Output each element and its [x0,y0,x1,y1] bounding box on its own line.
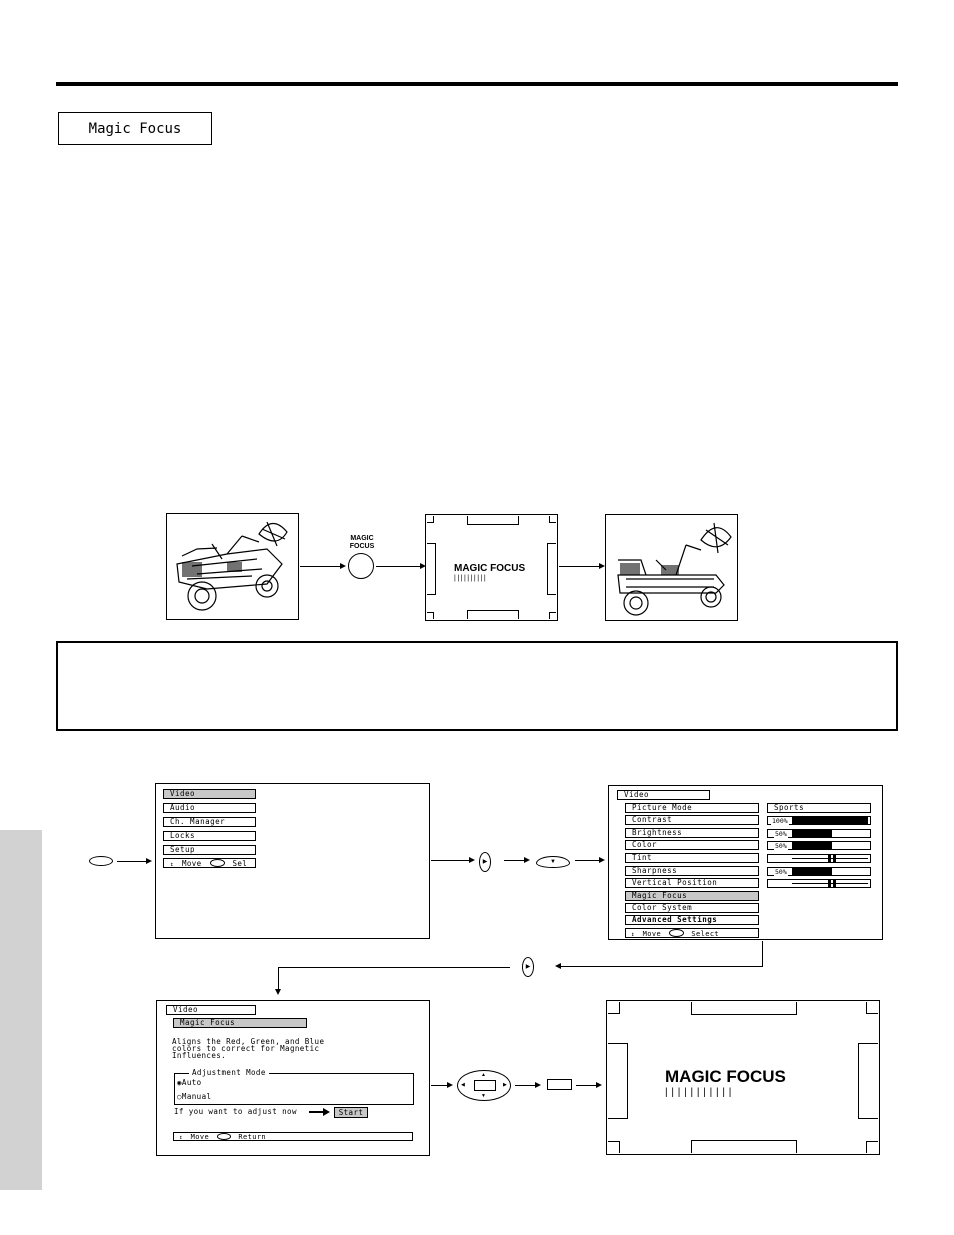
up-arrow-icon[interactable]: ▲ [481,1072,486,1078]
magic-focus-button[interactable] [348,553,374,579]
sharpness-bar[interactable]: 50% [767,867,871,876]
video-item-sharpness[interactable]: Sharpness [625,866,759,876]
magic-focus-menu-panel [156,1000,430,1156]
left-arrow-icon[interactable]: ◀ [461,1082,465,1088]
large-screen-label: MAGIC FOCUS [665,1067,786,1086]
video-title-tab: Video [617,790,710,800]
section-title: Magic Focus [58,112,212,145]
lunar-rover-illustration-corrected [606,515,737,620]
magic-focus-button-label: MAGIC FOCUS [349,535,375,550]
connector-line [278,967,510,968]
video-item-magic-focus[interactable]: Magic Focus [625,891,759,901]
tint-slider-thumb [828,855,831,862]
adjust-prompt: If you want to adjust now [174,1107,297,1116]
magic-focus-subtitle-tab: Magic Focus [173,1018,307,1028]
color-bar[interactable]: 50% [767,841,871,850]
video-item-contrast[interactable]: Contrast [625,815,759,825]
magic-focus-menu-footer: ↕ Move Return [173,1132,413,1141]
flow-arrow [376,566,424,567]
radio-empty-icon: ○ [177,1092,182,1101]
screen-label: MAGIC FOCUS [454,563,526,574]
flow-arrow [576,1085,600,1086]
picture-mode-value[interactable]: Sports [767,803,871,813]
video-menu-panel [608,785,883,940]
contrast-bar[interactable]: 100% [767,816,871,825]
menu-item-locks[interactable]: Locks [163,831,256,841]
distorted-image [166,513,299,620]
video-item-color[interactable]: Color [625,840,759,850]
vertical-position-bar[interactable] [767,879,871,888]
down-arrow-icon[interactable]: ▼ [481,1093,486,1099]
down-cursor-button[interactable]: ▼ [536,856,570,868]
brightness-fill [792,830,832,837]
note-box [56,641,898,731]
updown-icon: ↕ [170,861,175,868]
menu-item-video[interactable]: Video [163,789,256,799]
color-fill [792,842,832,849]
right-cursor-button[interactable]: ▶ [479,852,491,872]
vertical-slider-thumb [828,880,831,887]
arrow-head-left-icon [555,963,561,969]
flow-arrow [559,566,603,567]
select-oval-icon [669,929,684,937]
flow-arrow [300,566,344,567]
video-menu-footer: ↕ Move Select [625,928,759,938]
directional-pad[interactable] [457,1070,511,1101]
tint-bar[interactable] [767,854,871,863]
connector-line [278,967,279,991]
menu-item-setup[interactable]: Setup [163,845,256,855]
menu-button[interactable] [89,856,113,866]
flow-arrow [515,1085,539,1086]
side-tab-strip [0,830,42,1190]
enter-button[interactable] [547,1079,572,1090]
connector-line [560,966,763,967]
screen-ticks: |||||||||| [454,575,488,582]
flow-arrow [431,860,473,861]
option-manual[interactable]: ○Manual [177,1092,212,1101]
start-button[interactable]: Start [334,1107,368,1118]
menu-footer: ↕ Move Sel [163,858,256,868]
menu-item-ch-manager[interactable]: Ch. Manager [163,817,256,827]
video-item-advanced-settings[interactable]: Advanced Settings [625,915,759,925]
video-item-brightness[interactable]: Brightness [625,828,759,838]
sharpness-fill [792,868,832,875]
updown-icon: ↕ [179,1134,184,1141]
video-item-tint[interactable]: Tint [625,853,759,863]
option-auto[interactable]: ◉Auto [177,1078,202,1087]
contrast-fill [792,817,868,824]
select-oval-icon [210,859,225,867]
adjustment-mode-group [174,1068,414,1105]
large-screen-ticks: | | | | | | | | | | | [665,1087,732,1098]
brightness-bar[interactable]: 50% [767,829,871,838]
menu-item-audio[interactable]: Audio [163,803,256,813]
magic-focus-description: Aligns the Red, Green, and Blue colors to correct for Magnetic Influences. [172,1037,325,1060]
video-item-color-system[interactable]: Color System [625,903,759,913]
dpad-center-button[interactable] [474,1080,496,1091]
radio-selected-icon: ◉ [177,1078,182,1087]
corrected-image [605,514,738,621]
arrow-head-down-icon [275,989,281,995]
connector-line [762,941,763,967]
flow-arrow [504,860,528,861]
video-item-vertical-position[interactable]: Vertical Position [625,878,759,888]
top-rule [56,82,898,86]
magic-focus-screen-small [425,514,558,621]
lunar-rover-illustration-distorted [167,514,298,619]
video-item-picture-mode[interactable]: Picture Mode [625,803,759,813]
flow-arrow [575,860,603,861]
right-arrow-icon[interactable]: ▶ [503,1082,507,1088]
select-oval-icon [217,1133,231,1140]
updown-icon: ↕ [631,931,636,938]
right-cursor-button[interactable]: ▶ [522,957,534,977]
flow-arrow [117,861,150,862]
flow-arrow [431,1085,451,1086]
magic-focus-screen-large [606,1000,880,1155]
main-menu-panel [155,783,430,939]
adjustment-mode-label: Adjustment Mode [189,1068,269,1077]
video-title-tab: Video [166,1005,256,1015]
arrow-head-right-icon [323,1108,330,1116]
